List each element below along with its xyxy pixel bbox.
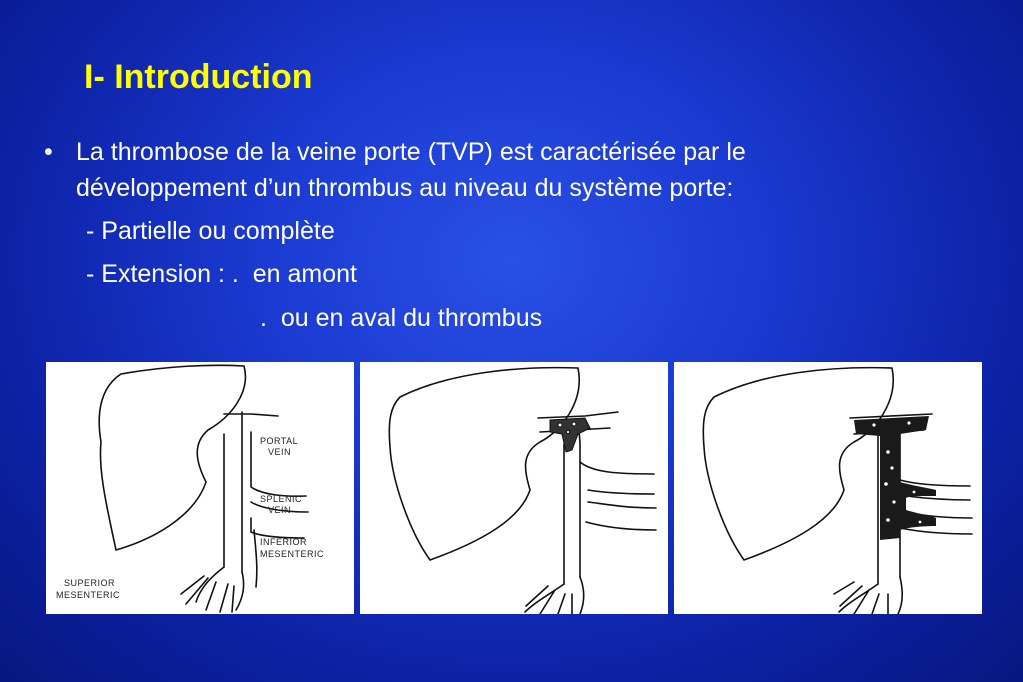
bullet-marker: • <box>44 138 53 166</box>
body-line-2: développement d’un thrombus au niveau du système porte: <box>76 174 734 202</box>
diagram-partial-thrombus <box>360 362 668 614</box>
panel-normal-anatomy <box>46 362 354 614</box>
label-splenic-vein-2: VEIN <box>268 505 292 515</box>
slide-title: I- Introduction <box>84 58 313 96</box>
panel-complete-thrombus <box>674 362 982 614</box>
figure-panels <box>46 362 982 614</box>
diagram-labeled-portal-system <box>46 362 354 614</box>
body-line-1: La thrombose de la veine porte (TVP) est caractérisée par le <box>76 138 746 166</box>
thrombus-partial <box>550 418 590 452</box>
label-inferior-mesenteric-1: INFERIOR <box>260 537 308 547</box>
thrombus-complete <box>854 416 936 540</box>
label-superior-mesenteric-2: MESENTERIC <box>56 590 121 600</box>
label-splenic-vein-1: SPLENIC <box>260 494 303 504</box>
diagram-complete-thrombus <box>674 362 982 614</box>
body-line-5: . ou en aval du thrombus <box>260 304 543 332</box>
label-portal-vein-2: VEIN <box>268 447 292 457</box>
body-line-3: - Partielle ou complète <box>86 217 335 245</box>
label-portal-vein-1: PORTAL <box>260 436 299 446</box>
liver-outline <box>389 368 579 560</box>
body-line-4: - Extension : . en amont <box>86 260 357 288</box>
panel-partial-thrombus <box>360 362 668 614</box>
label-inferior-mesenteric-2: MESENTERIC <box>260 549 325 559</box>
label-superior-mesenteric-1: SUPERIOR <box>64 578 116 588</box>
liver-outline <box>703 368 893 560</box>
